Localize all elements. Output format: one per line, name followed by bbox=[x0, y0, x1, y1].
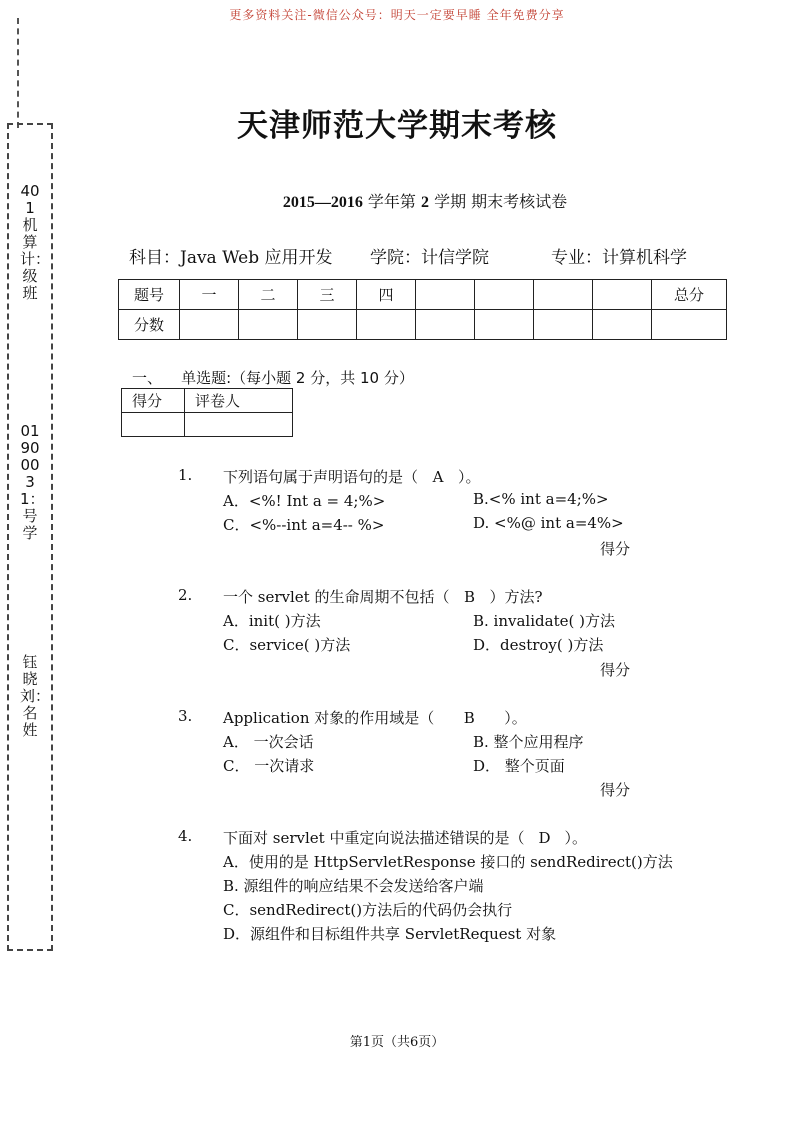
watermark: 更多资料关注-微信公众号：明天一定要早睡 全年免费分享 bbox=[229, 8, 565, 22]
score-table-score-row bbox=[119, 310, 727, 340]
subject-info: 科目：Java Web 应用开发 bbox=[129, 248, 333, 268]
question-4-number: 4. bbox=[178, 827, 193, 845]
section-title: 单选题:（每小题 2 分，共 10 分） bbox=[181, 369, 414, 387]
subtitle-term: 2 bbox=[421, 194, 429, 211]
question-stem-text: 下面对 servlet 中重定向说法描述错误的是（ bbox=[223, 829, 525, 847]
question-1-number: 1. bbox=[178, 466, 193, 484]
grader-score-cell bbox=[122, 413, 185, 437]
score-cell: 二 bbox=[239, 280, 298, 310]
score-table-header-row bbox=[119, 280, 727, 310]
page-title: 天津师范大学期末考核 bbox=[237, 108, 557, 144]
question-4-option-b: B. 源组件的响应结果不会发送给客户端 bbox=[223, 877, 484, 895]
score-cell bbox=[298, 310, 357, 340]
question-3-option-c: C． 一次请求 bbox=[223, 757, 315, 775]
question-stem-text: Application 对象的作用域是（ bbox=[223, 709, 435, 727]
score-cell bbox=[475, 280, 534, 310]
grader-score-label: 得分 bbox=[122, 389, 185, 413]
grader-table bbox=[121, 388, 293, 437]
score-cell bbox=[593, 310, 652, 340]
score-cell bbox=[416, 280, 475, 310]
score-cell: 总分 bbox=[652, 280, 727, 310]
subtitle-years: 2015—2016 bbox=[282, 194, 363, 211]
score-cell: 四 bbox=[357, 280, 416, 310]
page-footer: 第1页（共6页） bbox=[349, 1035, 445, 1050]
question-4-stem bbox=[223, 827, 587, 848]
question-3-option-d: D． 整个页面 bbox=[473, 757, 565, 775]
binding-class: 401机算计：级班 bbox=[20, 182, 51, 302]
question-2-number: 2. bbox=[178, 586, 193, 604]
question-4-option-c: C．sendRedirect()方法后的代码仍会执行 bbox=[223, 901, 513, 919]
score-cell bbox=[652, 310, 727, 340]
question-4-option-d: D．源组件和目标组件共享 ServletRequest 对象 bbox=[223, 925, 557, 943]
question-3-option-b: B. 整个应用程序 bbox=[473, 733, 584, 751]
question-stem-end: ）。 bbox=[504, 709, 527, 727]
college-info: 学院：计信学院 bbox=[370, 248, 489, 268]
score-cell bbox=[534, 280, 593, 310]
question-answer: B bbox=[463, 588, 475, 606]
score-cell bbox=[593, 280, 652, 310]
grader-reviewer-label: 评卷人 bbox=[185, 389, 293, 413]
subtitle-text1: 学年第 bbox=[362, 192, 421, 211]
question-3-stem bbox=[223, 707, 527, 728]
score-cell: 一 bbox=[180, 280, 239, 310]
question-stem-end: ）。 bbox=[564, 829, 587, 847]
question-1-option-b: B.<% int a=4;%> bbox=[473, 490, 609, 508]
question-1-stem bbox=[223, 466, 481, 487]
question-1-score-label: 得分 bbox=[600, 540, 631, 558]
question-2-option-a: A．init( )方法 bbox=[223, 612, 321, 630]
question-2-stem bbox=[223, 586, 543, 607]
question-2-option-c: C．service( )方法 bbox=[223, 636, 351, 654]
question-3-score-label: 得分 bbox=[600, 781, 631, 799]
question-answer: A bbox=[432, 468, 444, 486]
exam-subtitle bbox=[0, 189, 794, 212]
major-info: 专业：计算机科学 bbox=[551, 248, 687, 268]
question-1-option-d: D. <%@ int a=4%> bbox=[473, 514, 624, 532]
question-3-number: 3. bbox=[178, 707, 193, 725]
score-table bbox=[118, 279, 727, 340]
question-stem-text: 下列语句属于声明语句的是（ bbox=[223, 468, 419, 486]
question-4-option-a: A．使用的是 HttpServletResponse 接口的 sendRedirect()方法 bbox=[223, 853, 673, 871]
score-cell bbox=[534, 310, 593, 340]
score-cell: 分数 bbox=[119, 310, 180, 340]
question-answer: B bbox=[463, 709, 475, 727]
score-cell bbox=[416, 310, 475, 340]
question-stem-end: ）方法? bbox=[489, 588, 543, 606]
grader-reviewer-cell bbox=[185, 413, 293, 437]
score-cell bbox=[475, 310, 534, 340]
question-1-option-a: A．<%! Int a = 4;%> bbox=[223, 492, 386, 510]
score-cell: 三 bbox=[298, 280, 357, 310]
score-cell bbox=[239, 310, 298, 340]
score-cell bbox=[357, 310, 416, 340]
section-number: 一、 bbox=[132, 369, 163, 387]
score-cell bbox=[180, 310, 239, 340]
question-2-option-d: D．destroy( )方法 bbox=[473, 636, 604, 654]
binding-student-id: 01900031：号学 bbox=[20, 422, 45, 542]
question-answer: D bbox=[538, 829, 551, 847]
question-1-option-c: C．<%--int a=4-- %> bbox=[223, 516, 385, 534]
question-3-option-a: A． 一次会话 bbox=[223, 733, 314, 751]
question-stem-end: ）。 bbox=[458, 468, 481, 486]
question-2-score-label: 得分 bbox=[600, 661, 631, 679]
subtitle-text2: 学期 期末考核试卷 bbox=[429, 192, 568, 211]
binding-student-name: 钰晓刘：名姓 bbox=[20, 653, 51, 739]
question-2-option-b: B. invalidate( )方法 bbox=[473, 612, 615, 630]
section-heading bbox=[132, 367, 414, 388]
question-stem-text: 一个 servlet 的生命周期不包括（ bbox=[223, 588, 450, 606]
score-cell: 题号 bbox=[119, 280, 180, 310]
